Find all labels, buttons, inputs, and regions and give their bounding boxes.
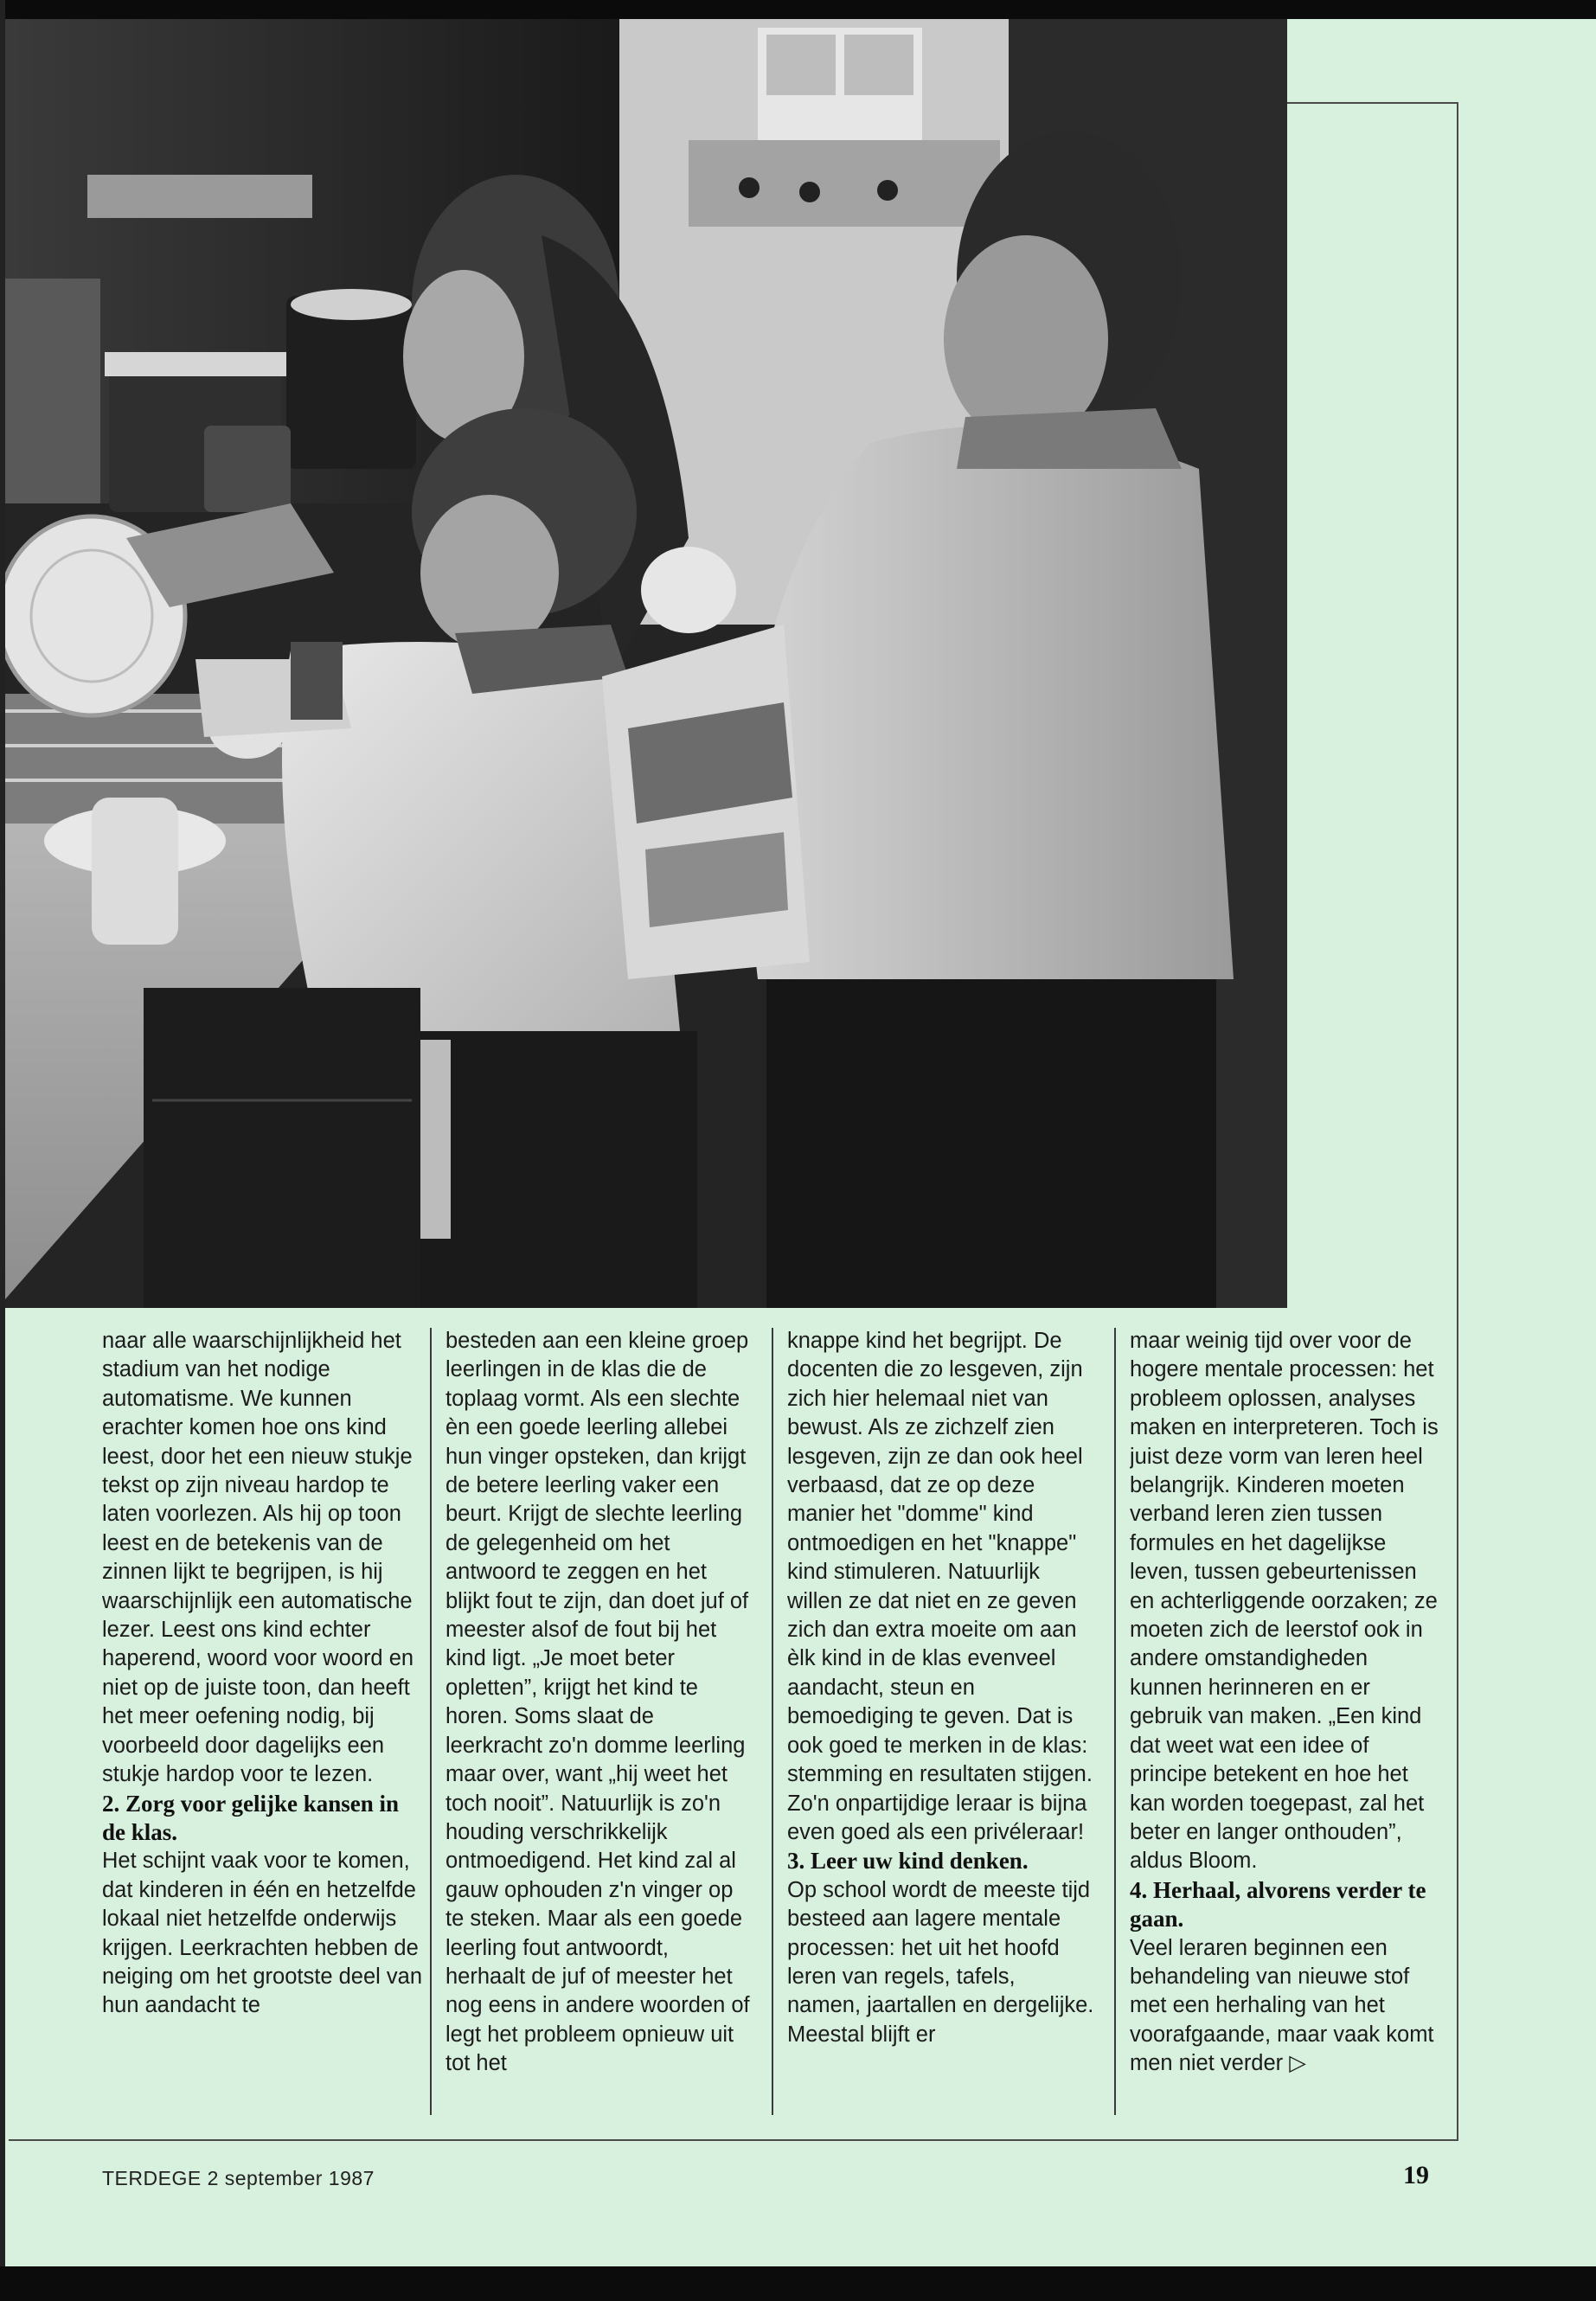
col1-section2-paragraph: Het schijnt vaak voor te komen, dat kinderen in één en hetzelfde lokaal niet hetzelfde onderwijs krijgen. Leerkrachten hebben de neiging om het grootste deel van hun aandacht te <box>102 1849 422 2018</box>
article-column-2 <box>445 1327 753 2118</box>
col4-section4-paragraph: Veel leraren beginnen een behandeling van nieuwe stof met een herhaling van het voorafgaande, maar vaak komt men niet verder ▷ <box>1130 1935 1434 2076</box>
col1-intro-paragraph: naar alle waarschijnlijkheid het stadium van het nodige automatisme. We kunnen erachter komen hoe ons kind leest, door het een nieuw stukje tekst op zijn niveau hardop te laten voorlezen. Als hij op toon leest en de betekenis van de zinnen lijkt te begrijpen, is hij waarschijnlijk een automatische lezer. Leest ons kind echter haperend, woord voor woord en niet op de juiste toon, dan heeft het meer oefening nodig, bij voorbeeld door dagelijks een stukje hardop voor te lezen. <box>102 1329 414 1787</box>
photo-children-washing-dishes-icon <box>5 19 1287 1308</box>
col4-paragraph: maar weinig tijd over voor de hogere mentale processen: het probleem oplossen, analyses maken en interpreteren. Toch is juist deze vorm van leren heel belangrijk. Kinderen moeten verband leren zien tussen formules en het dagelijkse leven, tussen gebeurtenissen en achterliggende oorzaken; ze moeten zich de leerstof ook in andere omstandigheden kunnen herinneren en er gebruik van maken. „Een kind dat weet wat een idee of principe betekent en hoe het kan worden toegepast, zal het beter en langer onthouden”, aldus Bloom. <box>1130 1329 1439 1874</box>
section-heading-2: 2. Zorg voor gelijke kansen in de klas. <box>102 1790 400 1845</box>
col2-paragraph: besteden aan een kleine groep leerlingen in de klas die de toplaag vormt. Als een slechte èn een goede leerling allebei hun vinger opsteken, dan krijgt de betere leerling vaker een beurt. Krijgt de slechte leerling de gelegenheid om het antwoord te zeggen en het blijkt fout te zijn, dan doet juf of meester alsof de fout bij het kind ligt. „Je moet beter opletten”, krijgt het kind te horen. Soms slaat de leerkracht zo'n domme leerling maar over, want „hij weet het toch nooit”. Natuurlijk is zo'n houding verschrikkelijk ontmoedigend. Het kind zal al gauw ophouden z'n vinger op te steken. Maar als een goede leerling fout antwoordt, herhaalt de juf of meester het nog eens in andere woorden of legt het probleem opnieuw uit tot het <box>445 1329 750 2076</box>
publication-footer: TERDEGE 2 september 1987 <box>102 2167 375 2189</box>
frame-right-line <box>1457 102 1458 2139</box>
col3-paragraph: knappe kind het begrijpt. De docenten die zo lesgeven, zijn zich hier helemaal niet van bewust. Als ze zichzelf zien lesgeven, zijn ze dan ook heel verbaasd, dat ze op deze manier het "domme" kind ontmoedigen en het "knappe" kind stimuleren. Natuurlijk willen ze dat niet en ze geven zich dan extra moeite om aan èlk kind in de klas evenveel aandacht, steun en bemoediging te geven. Dat is ook goed te merken in de klas: stemming en resultaten stijgen. Zo'n onpartijdige leraar is bijna even goed als een privéleraar! <box>787 1329 1093 1844</box>
col3-section3-paragraph: Op school wordt de meeste tijd besteed aan lagere mentale processen: het uit het hoofd leren van regels, tafels, namen, jaartallen en dergelijke. Meestal blijft er <box>787 1877 1094 2047</box>
page-number: 19 <box>1403 2161 1429 2189</box>
article-column-4 <box>1130 1327 1441 2118</box>
section-heading-4: 4. Herhaal, alvorens verder te gaan. <box>1130 1876 1426 1932</box>
article-column-3 <box>787 1327 1094 2118</box>
scan-top-edge <box>0 0 1596 19</box>
column-rule-1 <box>430 1328 432 2115</box>
article-column-1 <box>102 1327 422 2118</box>
frame-bottom-line <box>9 2139 1458 2141</box>
column-rule-3 <box>1114 1328 1116 2115</box>
frame-top-line <box>1287 102 1458 104</box>
column-rule-2 <box>772 1328 773 2115</box>
scan-bottom-edge <box>0 2266 1596 2301</box>
section-heading-3: 3. Leer uw kind denken. <box>787 1848 1029 1875</box>
article-photo <box>5 19 1287 1308</box>
